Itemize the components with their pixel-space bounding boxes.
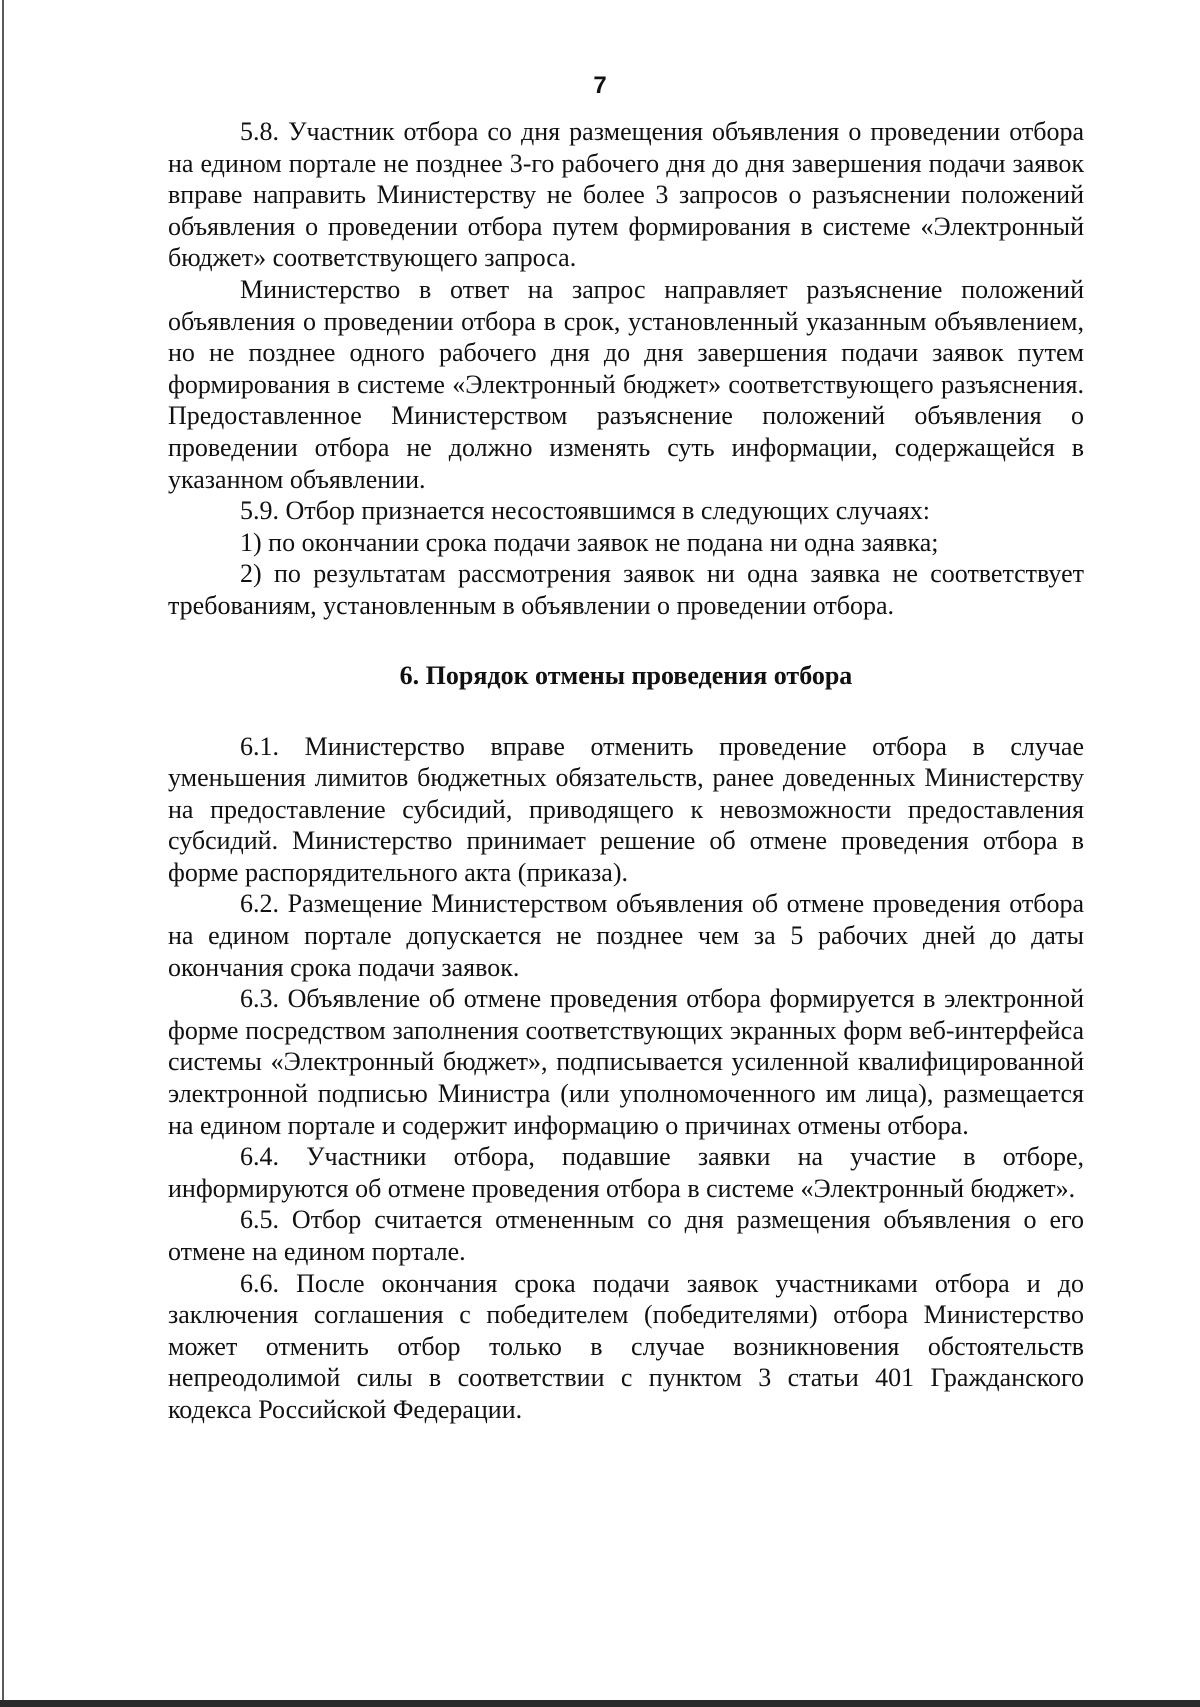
paragraph-5-9-item-1: 1) по окончании срока подачи заявок не подана ни одна заявка; bbox=[240, 527, 939, 557]
paragraph-6-3: 6.3. Объявление об отмене проведения отбора формируется в электронной форме посредством заполнения соответствующих экранных форм веб-интерфейса системы «Электронный бюджет», подписывается усиленной квалифицированной электронной подписью Министра (или уполномоченного им лица), размещается на едином портале и содержит информацию о причинах отмены отбора. bbox=[168, 984, 1084, 1140]
paragraph-6-4: 6.4. Участники отбора, подавшие заявки на участие в отборе, информируются об отмене проведения отбора в системе «Электронный бюджет». bbox=[168, 1142, 1084, 1203]
document-body bbox=[168, 116, 1084, 1426]
paragraph-5-8: 5.8. Участник отбора со дня размещения объявления о проведении отбора на едином портале не позднее 3-го рабочего дня до дня завершения подачи заявок вправе направить Министерству не более 3 запросов о разъяснении положений объявления о проведении отбора путем формирования в системе «Электронный бюджет» соответствующего запроса. bbox=[168, 117, 1084, 273]
paragraph-5-9: 5.9. Отбор признается несостоявшимся в следующих случаях: bbox=[240, 496, 931, 526]
page-number: 7 bbox=[593, 72, 607, 99]
paragraph-6-5: 6.5. Отбор считается отмененным со дня размещения объявления о его отмене на едином портале. bbox=[168, 1205, 1084, 1266]
paragraph-6-2: 6.2. Размещение Министерством объявления об отмене проведения отбора на едином портале допускается не позднее чем за 5 рабочих дней до даты окончания срока подачи заявок. bbox=[168, 889, 1084, 982]
paragraph-5-8-response: Министерство в ответ на запрос направляет разъяснение положений объявления о проведении отбора в срок, установленный указанным объявлением, но не позднее одного рабочего дня до дня завершения подачи заявок путем формирования в системе «Электронный бюджет» соответствующего разъяснения. Предоставленное Министерством разъяснение положений объявления о проведении отбора не должно изменять суть информации, содержащейся в указанном объявлении. bbox=[168, 274, 1084, 494]
section-6-title: 6. Порядок отмены проведения отбора bbox=[399, 660, 853, 690]
paragraph-6-1: 6.1. Министерство вправе отменить проведение отбора в случае уменьшения лимитов бюджетных обязательств, ранее доведенных Министерству на предоставление субсидий, приводящего к невозможности предоставления субсидий. Министерство принимает решение об отмене проведения отбора в форме распорядительного акта (приказа). bbox=[168, 731, 1084, 887]
scan-edge-bottom bbox=[0, 1700, 1200, 1707]
paragraph-6-6: 6.6. После окончания срока подачи заявок участниками отбора и до заключения соглашения с победителем (победителями) отбора Министерство может отменить отбор только в случае возникновения обстоятельств непреодолимой силы в соответствии с пунктом 3 статьи 401 Гражданского кодекса Российской Федерации. bbox=[168, 1268, 1084, 1424]
scan-edge-left bbox=[2, 0, 4, 1707]
paragraph-5-9-item-2: 2) по результатам рассмотрения заявок ни одна заявка не соответствует требованиям, установленным в объявлении о проведении отбора. bbox=[168, 559, 1084, 620]
